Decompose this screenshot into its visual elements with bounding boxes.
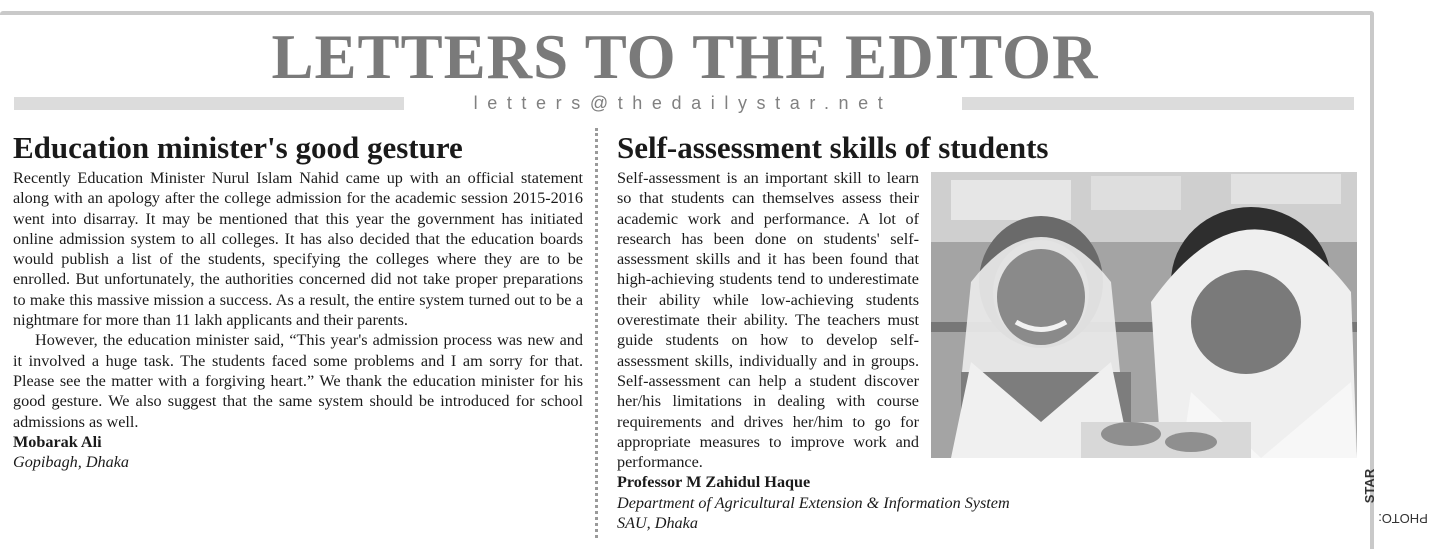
students-photo-illustration [931, 172, 1357, 458]
letter-self-assessment [617, 128, 1357, 533]
letter-headline: Self-assessment skills of students [617, 130, 1049, 165]
letter-paragraph: Recently Education Minister Nurul Islam Nahid came up with an official statement along with an apology after the college admission for the academic session 2015-2016 went into disarray. It may be mentioned that this year the government has initiated online admission system to all colleges. It has also decided that the education boards would publish a list of the students, specifying the colleges where they are to be enrolled. But unfortunately, the authorities concerned did not take proper preparations to make this massive mission a success. As a result, the entire system turned out to be a nightmare for more than 11 lakh applicants and their parents. [13, 169, 583, 330]
letter-body [13, 168, 583, 472]
letter-headline: Education minister's good gesture [13, 130, 463, 165]
page-frame-top [0, 11, 1374, 15]
section-title: LETTERS TO THE EDITOR [271, 22, 1099, 92]
students-photo [931, 172, 1357, 458]
header-rule-left [14, 97, 404, 110]
letter-location: SAU, Dhaka [617, 514, 698, 533]
header-rule-right [962, 97, 1354, 110]
letter-body [617, 168, 1357, 533]
section-email: letters@thedailystar.net [473, 93, 893, 113]
letter-education-minister [13, 128, 583, 472]
letter-paragraph: However, the education minister said, “This year's admission process was new and it involved a huge task. The students faced some problems and I am sorry for that. Please see the matter with a forgiving heart.” We thank the education minister for his good gesture. We also suggest that the same system should be introduced for school admissions as well. [13, 331, 583, 431]
photo-credit-label: PHOTO: [1378, 511, 1428, 526]
letter-author: Mobarak Ali [13, 432, 102, 451]
column-divider [595, 128, 598, 538]
photo-credit-source: STAR [1362, 468, 1377, 504]
letter-paragraph: Self-assessment is an important skill to learn so that students can themselves assess their academic work and performance. A lot of research has been done on students' self-assessment skills and it has been found that high-achieving students tend to underestimate their ability while low-achieving students overestimate their ability. The teachers must guide students on how to develop self-assessment skills, individually and in groups. Self-assessment can help a student discover her/his limitations in dealing with course requirements and drives her/him to go for appropriate measures to improve work and performance. [617, 169, 919, 472]
photo-credit [1356, 444, 1428, 536]
letter-author: Professor M Zahidul Haque [617, 473, 811, 492]
letter-affiliation: Gopibagh, Dhaka [13, 453, 129, 472]
letter-affiliation: Department of Agricultural Extension & Information System [617, 493, 1010, 512]
